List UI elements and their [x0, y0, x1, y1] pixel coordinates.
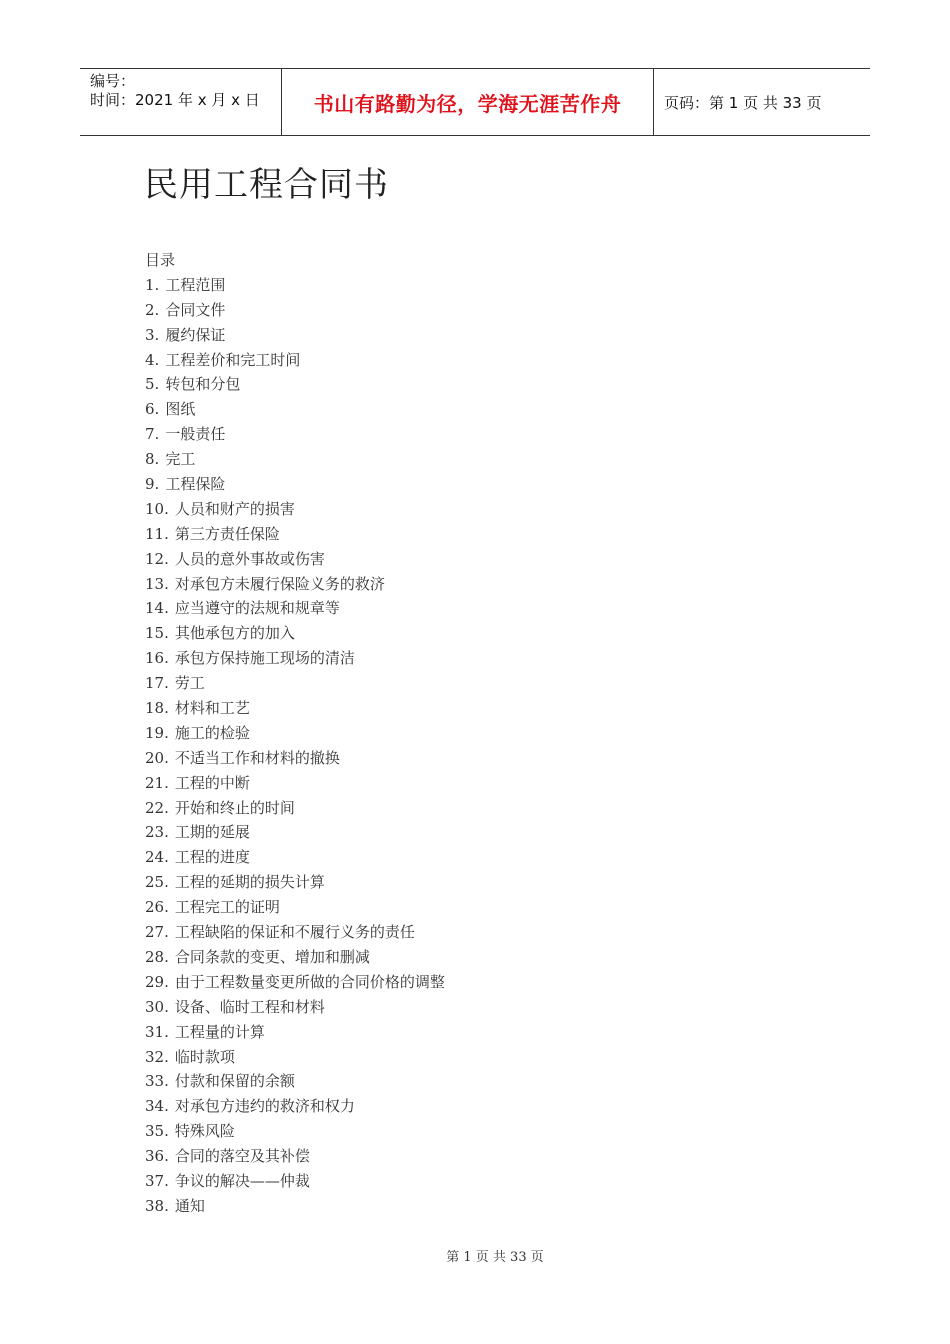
- toc-item: [145, 1194, 445, 1219]
- toc-item-label: 图纸: [165, 400, 196, 419]
- toc-item-label: 争议的解决——仲裁: [174, 1171, 310, 1190]
- toc-item: [145, 447, 445, 472]
- toc-item-number: 6.: [145, 400, 160, 419]
- toc-item-number: 23.: [145, 823, 169, 842]
- toc-item: [145, 646, 445, 671]
- toc-item: [145, 298, 445, 323]
- toc-item-number: 1.: [145, 275, 160, 294]
- toc-item-label: 对承包方违约的救济和权力: [174, 1097, 355, 1116]
- toc-item-label: 付款和保留的余额: [174, 1072, 295, 1091]
- toc-item-label: 履约保证: [165, 325, 226, 344]
- page-footer: 第 1 页 共 33 页: [446, 1250, 544, 1265]
- toc-item: [145, 895, 445, 920]
- toc-item: [145, 596, 445, 621]
- toc-item: [145, 845, 445, 870]
- toc-item-number: 32.: [145, 1047, 169, 1066]
- toc-item-label: 工程的延期的损失计算: [174, 873, 325, 892]
- toc-item-label: 工程差价和完工时间: [165, 350, 301, 369]
- toc-item-number: 29.: [145, 972, 169, 991]
- toc-item: [145, 1094, 445, 1119]
- toc-item-label: 一般责任: [165, 425, 226, 444]
- toc-item-label: 设备、临时工程和材料: [174, 997, 325, 1016]
- page-info-text: 页码：第 1 页 共 33 页: [664, 93, 822, 112]
- toc-item-number: 14.: [145, 599, 169, 618]
- toc-item-number: 2.: [145, 300, 160, 319]
- motto-text: 书山有路勤为径，学海无涯苦作舟: [313, 91, 622, 116]
- toc-item-number: 12.: [145, 549, 169, 568]
- toc-item-number: 26.: [145, 898, 169, 917]
- toc-item-label: 劳工: [174, 674, 205, 693]
- toc-item-number: 8.: [145, 450, 160, 469]
- toc-list: [145, 273, 445, 1219]
- toc-item-number: 19.: [145, 723, 169, 742]
- toc-item-number: 25.: [145, 873, 169, 892]
- toc-item-label: 承包方保持施工现场的清洁: [174, 649, 355, 668]
- toc-item-number: 31.: [145, 1022, 169, 1041]
- toc-item-label: 临时款项: [174, 1047, 235, 1066]
- toc-item: [145, 671, 445, 696]
- toc-item: [145, 348, 445, 373]
- toc-item-label: 第三方责任保险: [174, 524, 280, 543]
- toc-item-label: 工程保险: [165, 475, 226, 494]
- toc-item-number: 3.: [145, 325, 160, 344]
- toc-item: [145, 970, 445, 995]
- toc-item: [145, 771, 445, 796]
- toc-item-number: 37.: [145, 1171, 169, 1190]
- toc-item-number: 27.: [145, 923, 169, 942]
- toc-item-label: 工程完工的证明: [174, 898, 280, 917]
- toc-item-label: 特殊风险: [174, 1122, 235, 1141]
- toc-item: [145, 397, 445, 422]
- toc-item: [145, 472, 445, 497]
- toc-item: [145, 1045, 445, 1070]
- toc-item: [145, 572, 445, 597]
- toc-item-number: 4.: [145, 350, 160, 369]
- toc-item-label: 施工的检验: [174, 723, 250, 742]
- toc-item-label: 通知: [174, 1196, 205, 1215]
- header-page-info: [654, 69, 870, 135]
- table-of-contents: [145, 248, 445, 1219]
- toc-item-number: 35.: [145, 1122, 169, 1141]
- toc-item-label: 合同文件: [165, 300, 226, 319]
- toc-item-label: 工程量的计算: [174, 1022, 265, 1041]
- toc-heading: 目录: [145, 251, 176, 269]
- toc-item: [145, 820, 445, 845]
- toc-item: [145, 1020, 445, 1045]
- toc-item: [145, 920, 445, 945]
- toc-item-number: 5.: [145, 375, 160, 394]
- toc-item-number: 10.: [145, 499, 169, 518]
- toc-item-number: 30.: [145, 997, 169, 1016]
- toc-item: [145, 746, 445, 771]
- toc-item: [145, 273, 445, 298]
- toc-item-number: 17.: [145, 674, 169, 693]
- toc-item-number: 7.: [145, 425, 160, 444]
- toc-item-label: 不适当工作和材料的撤换: [174, 748, 340, 767]
- toc-item: [145, 1069, 445, 1094]
- toc-item-label: 工期的延展: [174, 823, 250, 842]
- toc-item: [145, 522, 445, 547]
- toc-item: [145, 422, 445, 447]
- toc-item-number: 16.: [145, 649, 169, 668]
- toc-item-number: 24.: [145, 848, 169, 867]
- toc-item: [145, 945, 445, 970]
- toc-item: [145, 1119, 445, 1144]
- toc-item-label: 开始和终止的时间: [174, 798, 295, 817]
- header-motto: [281, 69, 654, 135]
- toc-item-number: 28.: [145, 947, 169, 966]
- toc-item-label: 转包和分包: [165, 375, 241, 394]
- toc-item-label: 人员的意外事故或伤害: [174, 549, 325, 568]
- toc-item: [145, 870, 445, 895]
- toc-item: [145, 696, 445, 721]
- toc-item-label: 工程的中断: [174, 773, 250, 792]
- toc-item: [145, 796, 445, 821]
- toc-item: [145, 372, 445, 397]
- toc-item-label: 合同的落空及其补偿: [174, 1147, 310, 1166]
- code-label: 编号：: [90, 72, 136, 90]
- toc-item-label: 对承包方未履行保险义务的救济: [174, 574, 385, 593]
- toc-item-label: 合同条款的变更、增加和删减: [174, 947, 370, 966]
- toc-item: [145, 1169, 445, 1194]
- toc-item-number: 13.: [145, 574, 169, 593]
- toc-item: [145, 721, 445, 746]
- toc-item-number: 9.: [145, 475, 160, 494]
- header-meta: [80, 69, 281, 135]
- page-header: [80, 68, 870, 136]
- toc-item-label: 工程的进度: [174, 848, 250, 867]
- toc-item-label: 由于工程数量变更所做的合同价格的调整: [174, 972, 445, 991]
- toc-item-number: 21.: [145, 773, 169, 792]
- toc-item: [145, 621, 445, 646]
- toc-item-label: 工程范围: [165, 275, 226, 294]
- toc-item-number: 11.: [145, 524, 169, 543]
- toc-item-label: 其他承包方的加入: [174, 624, 295, 643]
- toc-item: [145, 995, 445, 1020]
- toc-item: [145, 547, 445, 572]
- toc-item-label: 人员和财产的损害: [174, 499, 295, 518]
- toc-item: [145, 323, 445, 348]
- toc-item-label: 工程缺陷的保证和不履行义务的责任: [174, 923, 415, 942]
- toc-item-number: 33.: [145, 1072, 169, 1091]
- toc-item-label: 完工: [165, 450, 196, 469]
- toc-item-number: 36.: [145, 1147, 169, 1166]
- toc-item-label: 材料和工艺: [174, 699, 250, 718]
- toc-item: [145, 497, 445, 522]
- toc-item-label: 应当遵守的法规和规章等: [174, 599, 340, 618]
- toc-item-number: 18.: [145, 699, 169, 718]
- document-title: 民用工程合同书: [144, 165, 389, 205]
- date-label: 时间：2021 年 x 月 x 日: [90, 91, 260, 109]
- toc-item-number: 20.: [145, 748, 169, 767]
- toc-item-number: 15.: [145, 624, 169, 643]
- toc-item-number: 34.: [145, 1097, 169, 1116]
- toc-item-number: 38.: [145, 1196, 169, 1215]
- toc-item: [145, 1144, 445, 1169]
- toc-item-number: 22.: [145, 798, 169, 817]
